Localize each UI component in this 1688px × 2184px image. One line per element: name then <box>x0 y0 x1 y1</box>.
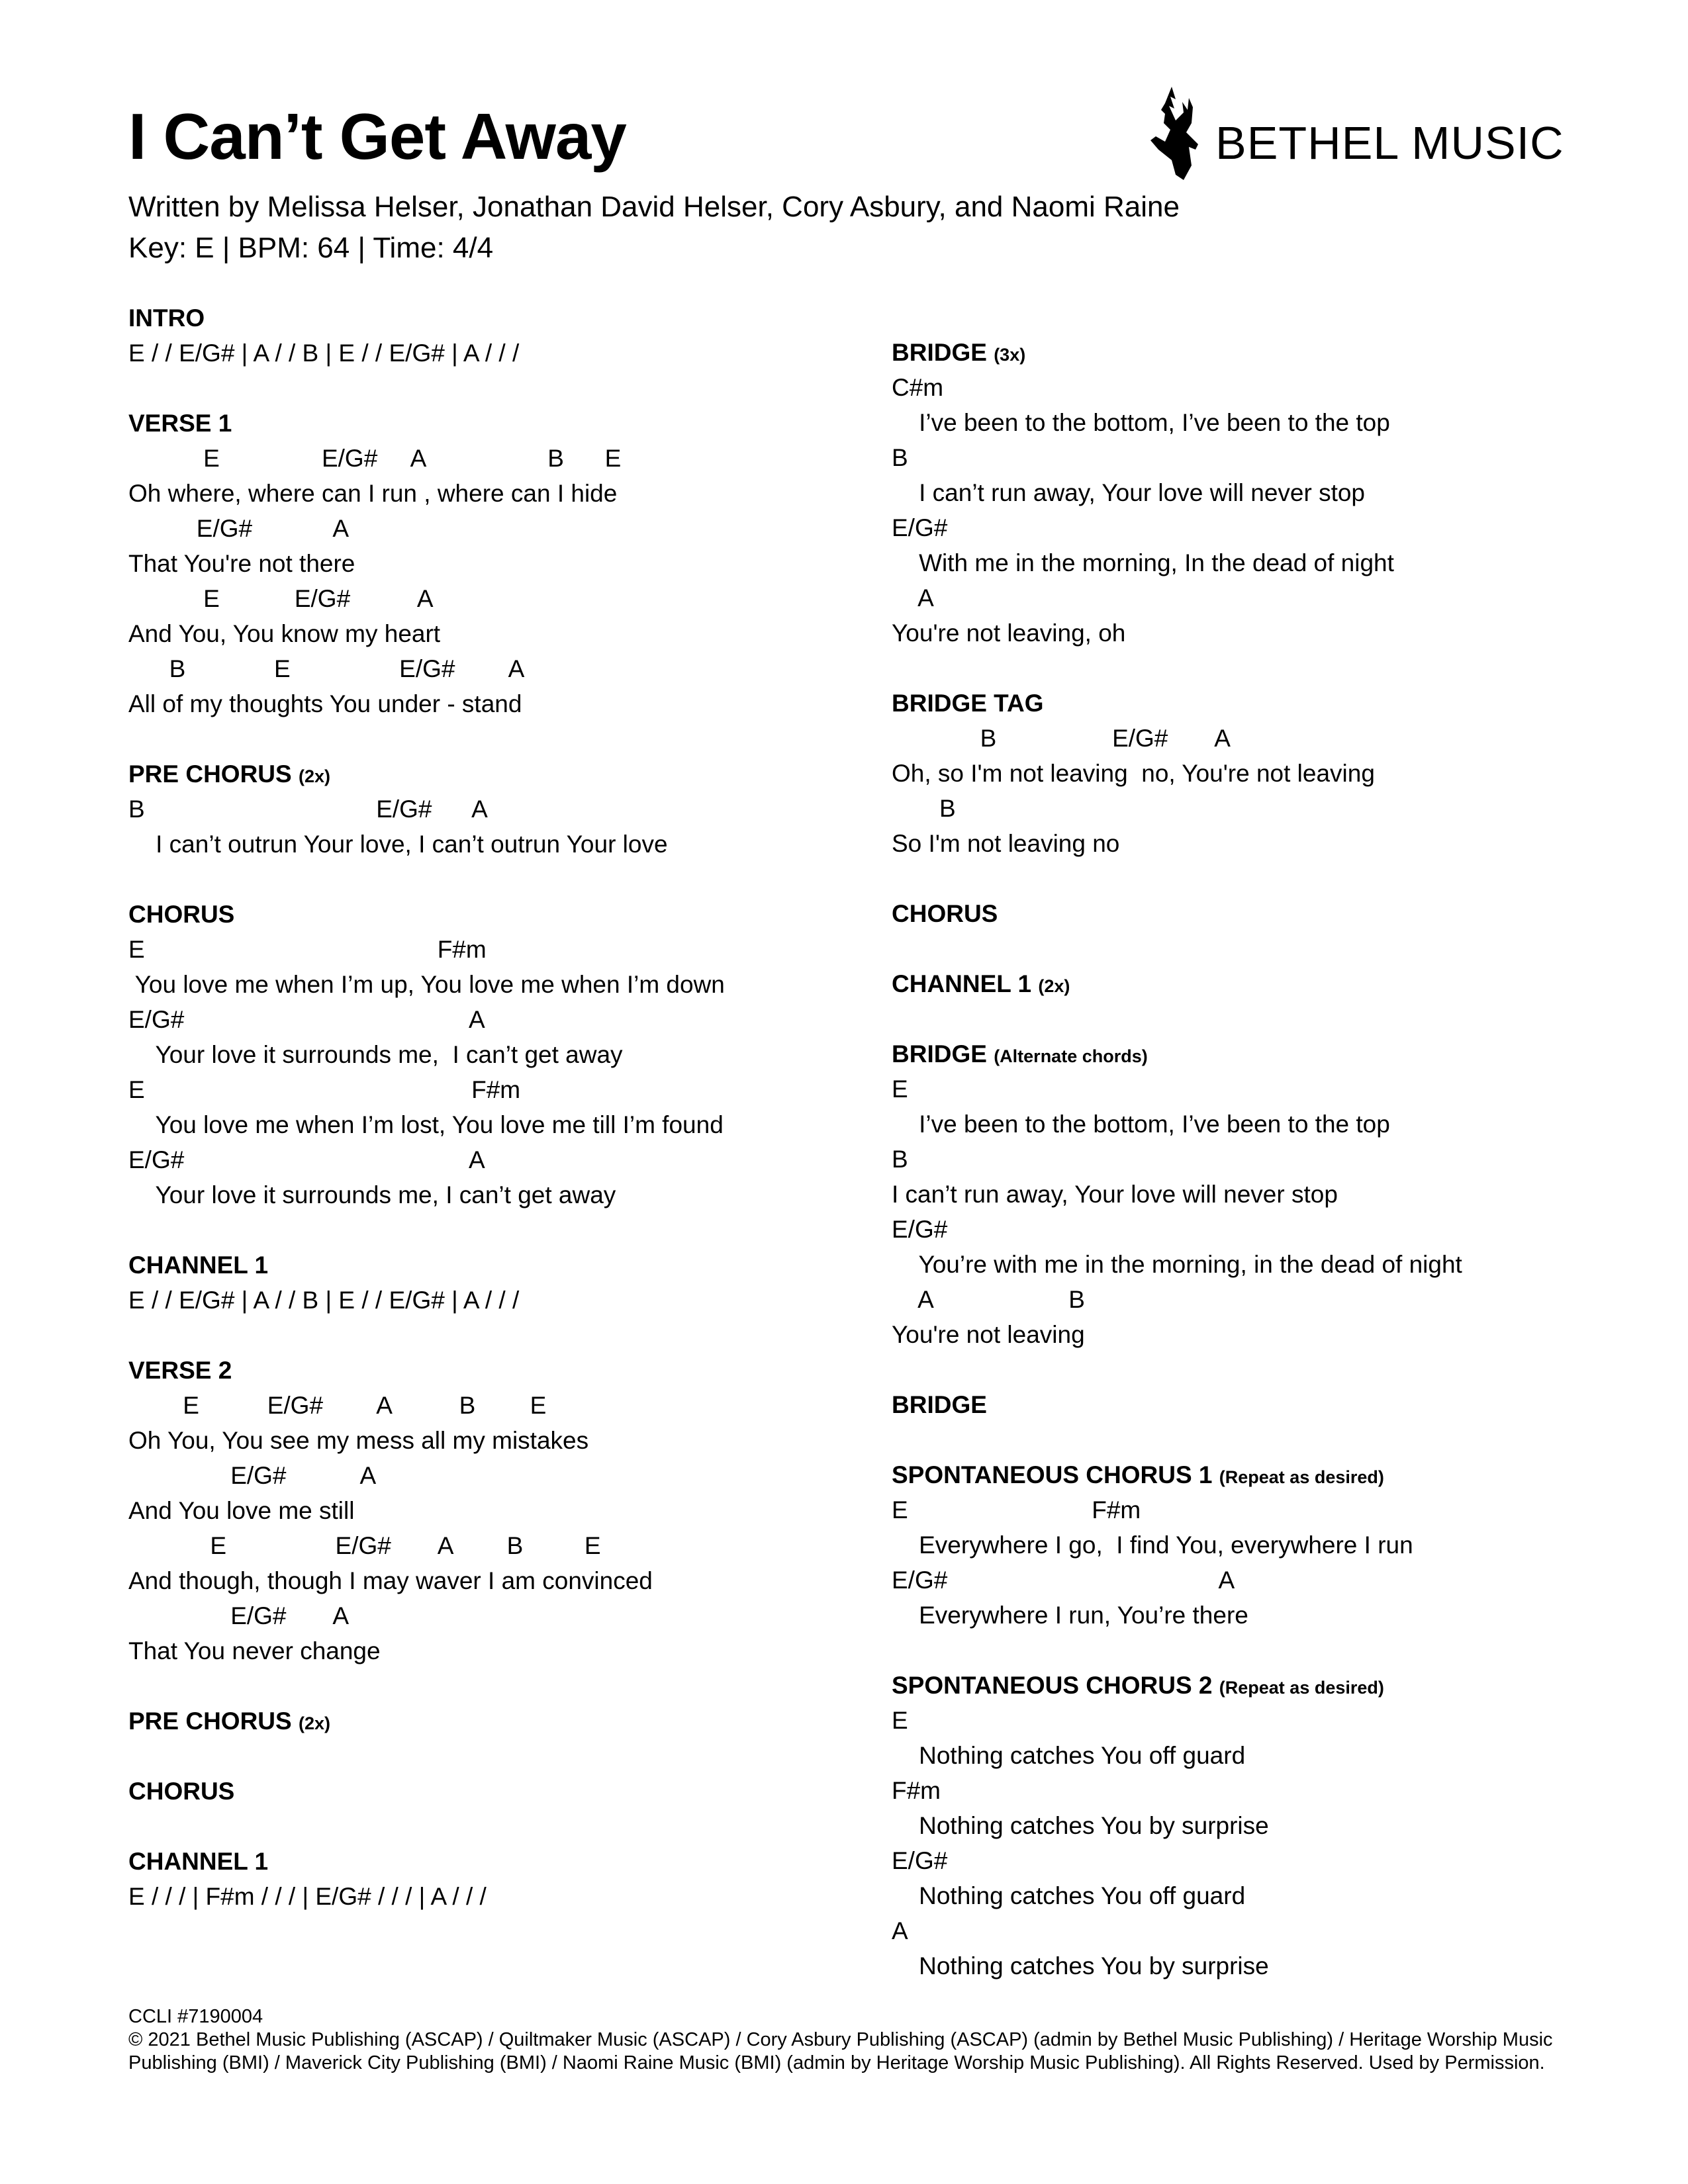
section-title: CHANNEL 1 <box>128 1848 269 1875</box>
section-title: SPONTANEOUS CHORUS 1 <box>892 1461 1213 1488</box>
left-column <box>128 300 725 1949</box>
lyric-line: All of my thoughts You under - stand <box>128 690 522 717</box>
section-heading <box>128 1248 725 1283</box>
lyric-line: B <box>892 795 956 822</box>
section-title: VERSE 1 <box>128 410 232 437</box>
song-section <box>892 1036 1462 1352</box>
ccli-number: CCLI #7190004 <box>128 2006 263 2027</box>
lyric-line: That You never change <box>128 1637 381 1664</box>
lyric-line: I can’t run away, Your love will never stop <box>892 479 1366 506</box>
song-section <box>128 756 725 862</box>
lyric-line: Oh, so I'm not leaving no, You're not leaving <box>892 760 1375 787</box>
section-heading <box>128 1353 725 1388</box>
section-title: CHANNEL 1 <box>892 970 1032 997</box>
lyric-line: E / / E/G# | A / / B | E / / E/G# | A / / / <box>128 340 520 367</box>
song-section <box>892 1457 1462 1633</box>
lyric-line: I’ve been to the bottom, I’ve been to the top <box>892 409 1390 436</box>
section-heading <box>892 1036 1462 1071</box>
section-title: SPONTANEOUS CHORUS 2 <box>892 1672 1213 1699</box>
lyric-line: E <box>892 1707 908 1734</box>
song-section <box>892 1387 1462 1422</box>
lyric-line: C#m <box>892 374 944 401</box>
lyric-line: E/G# <box>892 514 948 541</box>
lyric-line: F#m <box>892 1777 941 1804</box>
section-heading <box>128 1774 725 1809</box>
lyric-line: E E/G# A B E <box>128 1532 601 1559</box>
section-heading <box>892 896 1462 931</box>
lyric-line: A <box>892 1917 908 1944</box>
section-title: VERSE 2 <box>128 1357 232 1384</box>
lyric-line: E/G# A <box>128 1146 485 1173</box>
lyric-line: Nothing catches You by surprise <box>892 1812 1269 1839</box>
lyric-line: And You, You know my heart <box>128 620 441 647</box>
section-note: (2x) <box>298 766 330 786</box>
lyric-line: E E/G# A <box>128 585 434 612</box>
lyric-line: B E/G# A <box>892 725 1231 752</box>
lyric-line: I can’t run away, Your love will never stop <box>892 1181 1338 1208</box>
song-section <box>128 1844 725 1914</box>
section-heading <box>892 1668 1462 1703</box>
lyric-line: E/G# A <box>128 1462 377 1489</box>
lyric-line: E / / E/G# | A / / B | E / / E/G# | A / / / <box>128 1287 520 1314</box>
lyric-line: You're not leaving <box>892 1321 1085 1348</box>
song-title: I Can’t Get Away <box>128 100 626 173</box>
song-section <box>892 966 1462 1001</box>
lyric-line: B <box>892 444 908 471</box>
lyric-line: B E E/G# A <box>128 655 525 682</box>
lyric-line: E E/G# A B E <box>128 1392 547 1419</box>
lyric-line: E <box>892 1075 908 1103</box>
song-section <box>128 406 725 721</box>
song-section <box>128 1704 725 1739</box>
lyric-line: E/G# A <box>128 1006 485 1033</box>
lyric-line: With me in the morning, In the dead of night <box>892 549 1394 576</box>
lyric-line: Nothing catches You off guard <box>892 1742 1246 1769</box>
song-section <box>892 335 1462 651</box>
lyric-line: You’re with me in the morning, in the dead of night <box>892 1251 1462 1278</box>
section-title: CHORUS <box>128 901 235 928</box>
lyric-line: B E/G# A <box>128 796 488 823</box>
section-heading <box>128 300 725 336</box>
lyric-line: Nothing catches You off guard <box>892 1882 1246 1909</box>
lyric-line: I’ve been to the bottom, I’ve been to the top <box>892 1111 1390 1138</box>
section-heading <box>128 756 725 792</box>
section-title: BRIDGE <box>892 1040 987 1068</box>
song-section <box>128 1353 725 1668</box>
lyric-line: E/G# A <box>128 515 350 542</box>
lyric-line: E/G# A <box>128 1602 350 1629</box>
section-heading <box>892 335 1462 370</box>
lyric-line: Your love it surrounds me, I can’t get away <box>128 1181 616 1208</box>
section-note: (2x) <box>298 1713 330 1733</box>
lyric-line: E F#m <box>128 936 487 963</box>
section-note: (3x) <box>994 345 1026 365</box>
deer-head-icon <box>1145 83 1205 183</box>
section-title: CHANNEL 1 <box>128 1251 269 1279</box>
section-heading <box>892 1387 1462 1422</box>
lyric-line: Oh where, where can I run , where can I hide <box>128 480 618 507</box>
section-note: (Repeat as desired) <box>1219 1467 1384 1487</box>
brand-logo <box>1145 83 1564 183</box>
lyric-line: And though, though I may waver I am convinced <box>128 1567 653 1594</box>
section-title: INTRO <box>128 304 205 332</box>
section-note: (Repeat as desired) <box>1219 1678 1384 1698</box>
lyric-line: E / / / | F#m / / / | E/G# / / / | A / / / <box>128 1883 487 1910</box>
song-info: Key: E | BPM: 64 | Time: 4/4 <box>128 232 494 264</box>
lyric-line: Oh You, You see my mess all my mistakes <box>128 1427 589 1454</box>
writers-credit: Written by Melissa Helser, Jonathan David Helser, Cory Asbury, and Naomi Raine <box>128 191 1180 223</box>
section-heading <box>128 897 725 932</box>
section-title: CHORUS <box>892 900 998 927</box>
lyric-line: I can’t outrun Your love, I can’t outrun Your love <box>128 831 668 858</box>
copyright-notice: © 2021 Bethel Music Publishing (ASCAP) / Quiltmaker Music (ASCAP) / Cory Asbury Publishing (ASCAP) (admin by Bethel Music Publishing) / Heritage Worship Music Publishing (BMI) / Maverick City Publishing (BMI) / Naomi Raine Music (BMI) (admin by Heritage Worship Music Publishing). All Rights Reserved. Used by Permission. <box>128 2029 1558 2073</box>
section-heading <box>128 406 725 441</box>
lyric-line: A B <box>892 1286 1085 1313</box>
section-heading <box>892 1457 1462 1492</box>
lyric-line: That You're not there <box>128 550 355 577</box>
lyric-line: E/G# <box>892 1216 948 1243</box>
brand-name: BETHEL MUSIC <box>1215 117 1564 169</box>
song-section <box>128 1248 725 1318</box>
song-section <box>128 1774 725 1809</box>
section-title: PRE CHORUS <box>128 760 292 788</box>
section-title: BRIDGE <box>892 339 987 366</box>
section-title: CHORUS <box>128 1778 235 1805</box>
song-section <box>892 1668 1462 1983</box>
lyric-line: You love me when I’m up, You love me when I’m down <box>128 971 725 998</box>
section-title: BRIDGE <box>892 1391 987 1418</box>
lyric-line: A <box>892 584 934 612</box>
lyric-line: E F#m <box>128 1076 521 1103</box>
song-section <box>128 300 725 371</box>
lyric-line: So I'm not leaving no <box>892 830 1120 857</box>
lyric-line: Nothing catches You by surprise <box>892 1952 1269 1979</box>
lyric-line: E/G# <box>892 1847 948 1874</box>
section-note: (Alternate chords) <box>994 1046 1148 1066</box>
lyric-line: E/G# A <box>892 1567 1235 1594</box>
section-heading <box>128 1844 725 1879</box>
section-heading <box>892 966 1462 1001</box>
song-section <box>892 896 1462 931</box>
section-title: BRIDGE TAG <box>892 690 1044 717</box>
section-heading <box>128 1704 725 1739</box>
footer <box>128 2005 1571 2075</box>
lyric-line: And You love me still <box>128 1497 355 1524</box>
lyric-line: Everywhere I run, You’re there <box>892 1602 1248 1629</box>
lyric-line: You're not leaving, oh <box>892 619 1126 647</box>
right-column <box>892 335 1462 2019</box>
lyric-line: E F#m <box>892 1496 1141 1524</box>
section-title: PRE CHORUS <box>128 1707 292 1735</box>
lyric-line: B <box>892 1146 908 1173</box>
lyric-line: You love me when I’m lost, You love me till I’m found <box>128 1111 724 1138</box>
section-heading <box>892 686 1462 721</box>
song-section <box>892 686 1462 861</box>
lyric-line: E E/G# A B E <box>128 445 622 472</box>
section-note: (2x) <box>1038 976 1070 996</box>
song-section <box>128 897 725 1212</box>
lyric-line: Your love it surrounds me, I can’t get away <box>128 1041 623 1068</box>
lyric-line: Everywhere I go, I find You, everywhere I run <box>892 1531 1413 1559</box>
